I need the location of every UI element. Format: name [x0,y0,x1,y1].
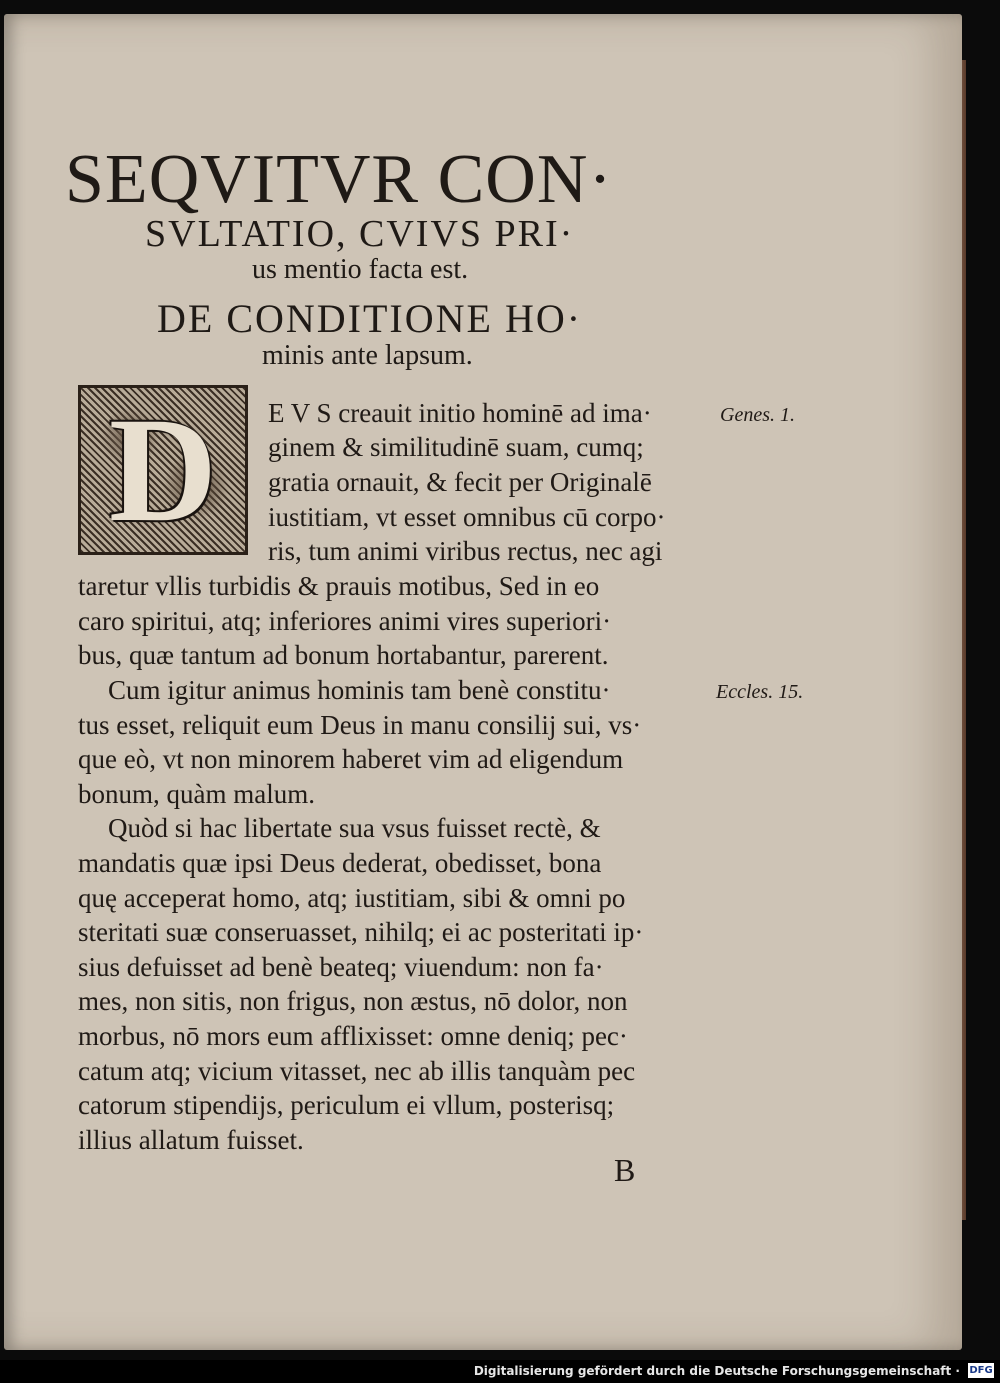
text-line: caro spiritui, atq; inferiores animi vires superiori· [78,606,612,636]
text-line: bonum, quàm malum. [78,779,315,809]
text-line: tus esset, reliquit eum Deus in manu consilij sui, vs· [78,710,642,740]
text-line: mandatis quæ ipsi Deus dederat, obedisset, bona [78,848,602,878]
text-line: Quòd si hac libertate sua vsus fuisset rectè, & [108,813,601,843]
text-line: catorum stipendijs, periculum ei vllum, posterisq; [78,1090,615,1120]
text-line: E V S creauit initio hominē ad ima· [268,398,652,428]
text-line: quę acceperat homo, atq; iustitiam, sibi & omni po [78,883,626,913]
text-line: que eò, vt non minorem haberet vim ad eligendum [78,744,624,774]
text-line: ginem & similitudinē suam, cumq; [268,432,644,462]
text-line: taretur vllis turbidis & prauis motibus, Sed in eo [78,571,600,601]
subheading-line-1: DE CONDITIONE HO· [157,296,583,341]
text-line: illius allatum fuisset. [78,1125,304,1155]
funding-credit: Digitalisierung gefördert durch die Deutsche Forschungsgemeinschaft · [473,1364,960,1378]
initial-letter: D [108,387,218,553]
margin-note-ecclesiasticus: Eccles. 15. [716,681,804,703]
decorated-initial [78,385,248,555]
text-line: bus, quæ tantum ad bonum hortabantur, parerent. [78,640,609,670]
heading-line-2: SVLTATIO, CVIVS PRI· [145,213,575,255]
text-line: mes, non sitis, non frigus, non æstus, nō dolor, non [78,986,628,1016]
dfg-logo: DFG [969,1365,993,1376]
margin-note-genesis: Genes. 1. [720,404,795,426]
text-line: iustitiam, vt esset omnibus cū corpo· [268,502,666,532]
text-line: morbus, nō mors eum afflixisset: omne deniq; pec· [78,1021,628,1051]
subheading-line-2: minis ante lapsum. [262,340,473,371]
heading-line-3: us mentio facta est. [252,254,469,285]
text-line: sius defuisset ad benè beateq; viuendum: non fa· [78,952,604,982]
text-line: ris, tum animi viribus rectus, nec agi [268,536,663,566]
text-line: catum atq; vicium vitasset, nec ab illis tanquàm pec [78,1056,636,1086]
signature-mark: B [614,1152,636,1188]
heading-line-1: SEQVITVR CON· [65,141,613,218]
text-line: gratia ornauit, & fecit per Originalē [268,467,652,497]
text-line: Cum igitur animus hominis tam benè constitu· [108,675,611,705]
text-line: steritati suæ conseruasset, nihilq; ei ac posteritati ip· [78,917,644,947]
